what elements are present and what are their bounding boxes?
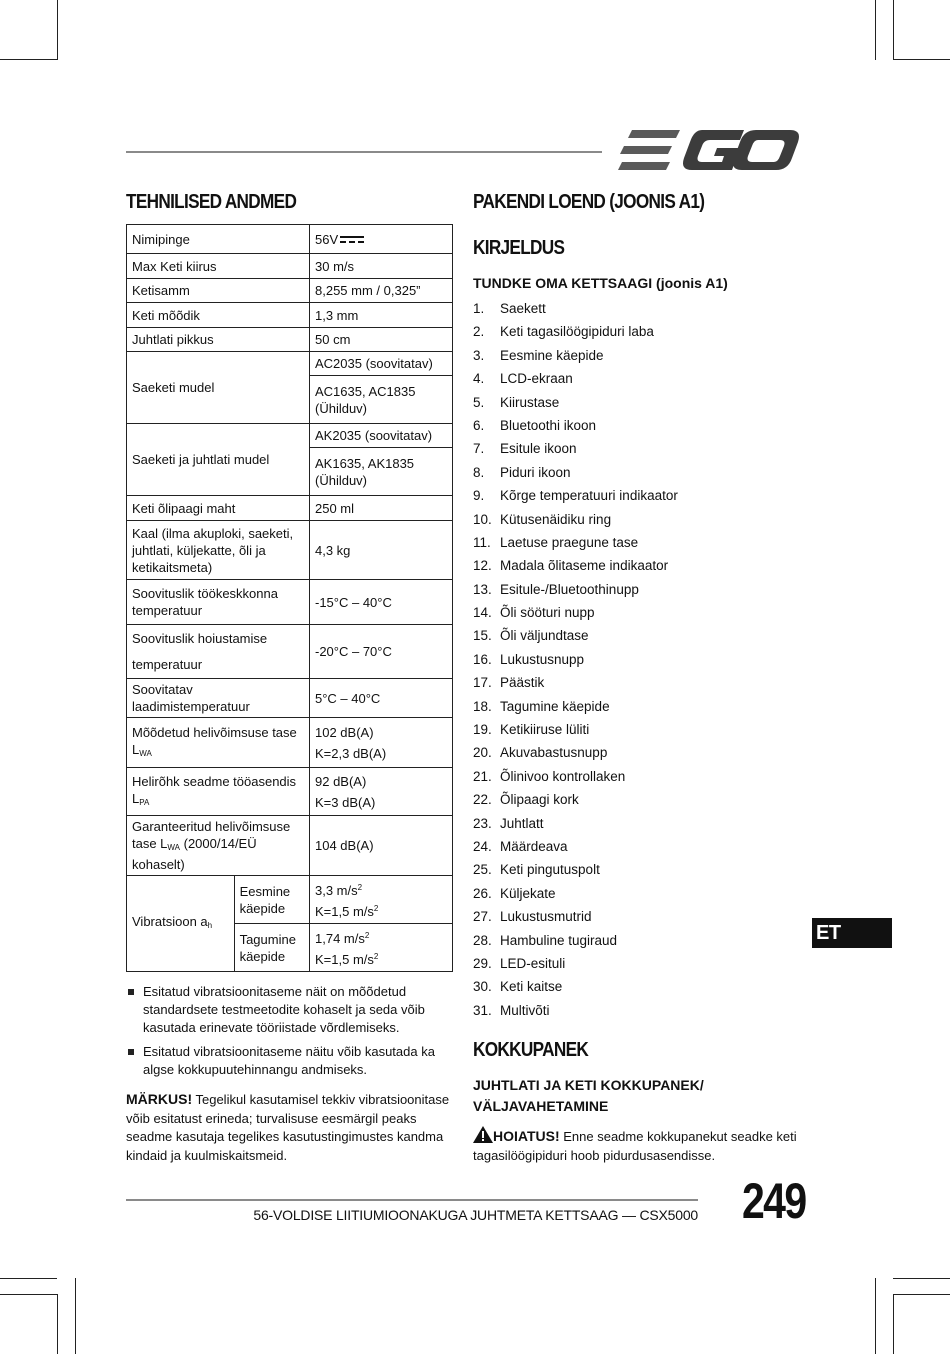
- item-number: 1.: [473, 301, 485, 316]
- list-item: [473, 367, 678, 390]
- item-label: Päästik: [500, 675, 545, 691]
- bullet-icon: [128, 989, 134, 995]
- item-label: Õlinivoo kontrollaken: [500, 768, 626, 784]
- spec-sublabel: Eesmine käepide: [234, 876, 309, 924]
- table-row: [127, 496, 453, 521]
- spec-label: Vibratsioon $a_h$: [127, 876, 235, 972]
- list-item: [473, 554, 678, 577]
- spec-sublabel: Tagumine käepide: [234, 924, 309, 972]
- spec-value: AC1635, AC1835 (Ühilduv): [310, 376, 453, 424]
- list-item: [473, 905, 678, 928]
- item-label: Esitule-/Bluetoothinupp: [500, 581, 639, 597]
- item-label: Tagumine käepide: [500, 698, 610, 714]
- language-tab: ET: [812, 918, 892, 948]
- item-number: 22.: [473, 792, 492, 808]
- table-row: [127, 521, 453, 580]
- list-item: [473, 975, 678, 998]
- list-item: [473, 437, 678, 460]
- item-label: Piduri ikoon: [500, 464, 571, 480]
- header-rule: [126, 151, 602, 153]
- table-row: [127, 424, 453, 448]
- table-row: [127, 328, 453, 352]
- item-number: 27.: [473, 909, 492, 925]
- spec-label: Juhtlati pikkus: [127, 328, 310, 352]
- spec-value: 56V: [310, 225, 453, 254]
- item-number: 4.: [473, 371, 485, 387]
- list-item: [473, 882, 678, 905]
- item-label: Laetuse praegune tase: [500, 534, 639, 550]
- item-number: 14.: [473, 605, 492, 621]
- item-number: 20.: [473, 745, 492, 761]
- spec-value: 8,255 mm / 0,325”: [310, 279, 453, 303]
- item-label: Küljekate: [500, 885, 556, 901]
- note-paragraph: [126, 1090, 456, 1165]
- table-row: [127, 816, 453, 876]
- list-item: [473, 952, 678, 975]
- item-label: Keti pingutuspolt: [500, 862, 600, 878]
- spec-label: Soovituslik hoiustamise temperatuur: [127, 625, 310, 679]
- page-number: 249: [742, 1173, 806, 1229]
- item-number: 23.: [473, 815, 492, 831]
- dc-symbol-icon: [340, 235, 364, 245]
- item-label: Hambuline tugiraud: [500, 932, 618, 948]
- list-item: [473, 391, 678, 414]
- list-item: [473, 320, 678, 343]
- table-row: [127, 580, 453, 625]
- spec-value: 1,74 $m/s^2$ K=1,5 $m/s^2$: [310, 924, 453, 972]
- item-number: 18.: [473, 698, 492, 714]
- spec-label: Garanteeritud helivõimsuse tase $L_{WA}$ (2000/14/EÜ kohaselt): [127, 816, 310, 876]
- list-item: [473, 484, 678, 507]
- spec-value: -15°C – 40°C: [310, 580, 453, 625]
- description-heading: KIRJELDUS: [473, 237, 565, 259]
- item-number: 13.: [473, 581, 492, 597]
- warning-text: Enne seadme kokkupanekut seadke keti tagasilöögipiduri hoob pidurdusasendisse.: [473, 1129, 797, 1163]
- item-number: 24.: [473, 838, 492, 854]
- item-label: Multivõti: [500, 1002, 550, 1018]
- spec-label: Soovitatav laadimistemperatuur: [127, 679, 310, 718]
- list-item: [473, 695, 678, 718]
- spec-value: 104 dB(A): [310, 816, 453, 876]
- item-number: 16.: [473, 651, 492, 667]
- item-label: Madala õlitaseme indikaator: [500, 558, 669, 574]
- item-label: Lukustusmutrid: [500, 909, 592, 925]
- spec-label: Keti mõõdik: [127, 303, 310, 328]
- parts-list: [473, 297, 678, 1022]
- spec-label: Ketisamm: [127, 279, 310, 303]
- item-number: 28.: [473, 932, 492, 948]
- ego-logo: [618, 128, 800, 172]
- spec-label: Keti õlipaagi maht: [127, 496, 310, 521]
- spec-label: Nimipinge: [127, 225, 310, 254]
- spec-label: Max Keti kiirus: [127, 254, 310, 279]
- spec-label: Kaal (ilma akuploki, saeketi, juhtlati, küljekatte, õli ja ketikaitsmeta): [127, 521, 310, 580]
- footer-rule: [126, 1199, 698, 1201]
- package-heading: PAKENDI LOEND (JOONIS A1): [473, 191, 705, 213]
- item-number: 10.: [473, 511, 492, 527]
- item-number: 31.: [473, 1002, 492, 1018]
- spec-value: 1,3 mm: [310, 303, 453, 328]
- item-number: 29.: [473, 955, 492, 971]
- item-label: Lukustusnupp: [500, 651, 585, 667]
- assembly-heading: KOKKUPANEK: [473, 1039, 589, 1061]
- note-label: MÄRKUS!: [126, 1091, 193, 1107]
- list-item: [473, 718, 678, 741]
- spec-value: -20°C – 70°C: [310, 625, 453, 679]
- list-item: [473, 297, 678, 320]
- item-label: Kõrge temperatuuri indikaator: [500, 488, 678, 504]
- spec-value: AC2035 (soovitatav): [310, 352, 453, 376]
- item-label: Bluetoothi ikoon: [500, 417, 597, 433]
- item-label: Keti kaitse: [500, 979, 563, 995]
- spec-value: 30 m/s: [310, 254, 453, 279]
- item-number: 11.: [473, 534, 491, 550]
- list-item: [473, 461, 678, 484]
- item-number: 9.: [473, 488, 485, 504]
- list-item: [473, 999, 678, 1022]
- list-item: [473, 812, 678, 835]
- list-item: Esitatud vibratsioonitaseme näit on mõõdetud standardsete testmeetodite kohaselt ja seda võib kasutada erinevate tööriistade võrdlemiseks.: [126, 983, 456, 1037]
- item-label: Keti tagasilöögipiduri laba: [500, 324, 654, 340]
- table-row: [127, 225, 453, 254]
- list-item: [473, 508, 678, 531]
- item-number: 3.: [473, 347, 485, 363]
- spec-value: 102 dB(A) K=2,3 dB(A): [310, 718, 453, 768]
- know-heading: TUNDKE OMA KETTSAAGI (joonis A1): [473, 275, 728, 291]
- footer-title: 56-VOLDISE LIITIUMIOONAKUGA JUHTMETA KETTSAAG — CSX5000: [253, 1207, 698, 1223]
- item-label: Kiirustase: [500, 394, 560, 410]
- item-number: 8.: [473, 464, 485, 480]
- item-number: 7.: [473, 441, 485, 457]
- spec-value: 5°C – 40°C: [310, 679, 453, 718]
- note-text: Tegelikul kasutamisel tekkiv vibratsioonitase võib esitatust erineda; turvalisuse eesmärgil peaks seadme kasutaja tegelikes kasutustingimustes kandma kindaid ja kuulmiskaitsmeid.: [126, 1092, 450, 1163]
- table-row: [127, 876, 453, 924]
- item-number: 26.: [473, 885, 492, 901]
- list-item: [473, 601, 678, 624]
- item-label: LCD-ekraan: [500, 371, 573, 387]
- list-item: [473, 531, 678, 554]
- item-number: 25.: [473, 862, 492, 878]
- table-row: [127, 254, 453, 279]
- list-item: [473, 624, 678, 647]
- item-label: Juhtlatt: [500, 815, 544, 831]
- spec-value: AK2035 (soovitatav): [310, 424, 453, 448]
- item-label: Eesmine käepide: [500, 347, 604, 363]
- spec-value: 250 ml: [310, 496, 453, 521]
- list-item: [473, 858, 678, 881]
- table-row: [127, 625, 453, 679]
- item-label: LED-esituli: [500, 955, 566, 971]
- list-item: [473, 414, 678, 437]
- item-number: 2.: [473, 324, 485, 340]
- spec-label: Saeketi ja juhtlati mudel: [127, 424, 310, 496]
- table-row: [127, 279, 453, 303]
- table-row: [127, 718, 453, 768]
- list-item: [473, 929, 678, 952]
- list-item: Esitatud vibratsioonitaseme näitu võib kasutada ka algse kokkupuutehinnangu andmiseks.: [126, 1043, 456, 1079]
- spec-value: 50 cm: [310, 328, 453, 352]
- spec-label: Helirõhk seadme tööasendis $L_{PA}$: [127, 768, 310, 816]
- item-number: 17.: [473, 675, 492, 691]
- item-label: Ketikiiruse lüliti: [500, 722, 590, 738]
- item-label: Akuvabastusnupp: [500, 745, 608, 761]
- table-row: [127, 303, 453, 328]
- item-number: 15.: [473, 628, 492, 644]
- item-label: Õlipaagi kork: [500, 792, 579, 808]
- item-number: 21.: [473, 768, 492, 784]
- specs-table: [126, 224, 453, 972]
- spec-value: 3,3 $m/s^2$ K=1,5 $m/s^2$: [310, 876, 453, 924]
- item-label: Õli väljundtase: [500, 628, 589, 644]
- item-number: 19.: [473, 722, 492, 738]
- item-number: 5.: [473, 394, 485, 410]
- item-label: Esitule ikoon: [500, 441, 577, 457]
- spec-label: Soovituslik töökeskkonna temperatuur: [127, 580, 310, 625]
- list-item: [473, 765, 678, 788]
- list-item: [473, 344, 678, 367]
- list-item: [473, 835, 678, 858]
- specs-heading: TEHNILISED ANDMED: [126, 191, 297, 213]
- list-item: [473, 648, 678, 671]
- item-label: Määrdeava: [500, 838, 568, 854]
- warning-label: HOIATUS!: [493, 1128, 560, 1144]
- warning-icon: [473, 1126, 493, 1143]
- list-item: [473, 578, 678, 601]
- item-label: Kütusenäidiku ring: [500, 511, 612, 527]
- spec-label: Saeketi mudel: [127, 352, 310, 424]
- spec-label: Mõõdetud helivõimsuse tase $L_{WA}$: [127, 718, 310, 768]
- item-label: Saekett: [500, 301, 546, 316]
- item-number: 6.: [473, 417, 485, 433]
- bullet-icon: [128, 1049, 134, 1055]
- table-row: [127, 679, 453, 718]
- assembly-subheading: JUHTLATI JA KETI KOKKUPANEK/ VÄLJAVAHETAMINE: [473, 1077, 704, 1114]
- spec-value: AK1635, AK1835 (Ühilduv): [310, 448, 453, 496]
- warning-paragraph: [473, 1126, 823, 1165]
- list-item: [473, 671, 678, 694]
- list-item: [473, 741, 678, 764]
- table-row: [127, 768, 453, 816]
- spec-value: 4,3 kg: [310, 521, 453, 580]
- list-item: [473, 788, 678, 811]
- item-number: 12.: [473, 558, 492, 574]
- item-label: Õli sööturi nupp: [500, 605, 595, 621]
- table-row: [127, 352, 453, 376]
- item-number: 30.: [473, 979, 492, 995]
- spec-value: 92 dB(A) K=3 dB(A): [310, 768, 453, 816]
